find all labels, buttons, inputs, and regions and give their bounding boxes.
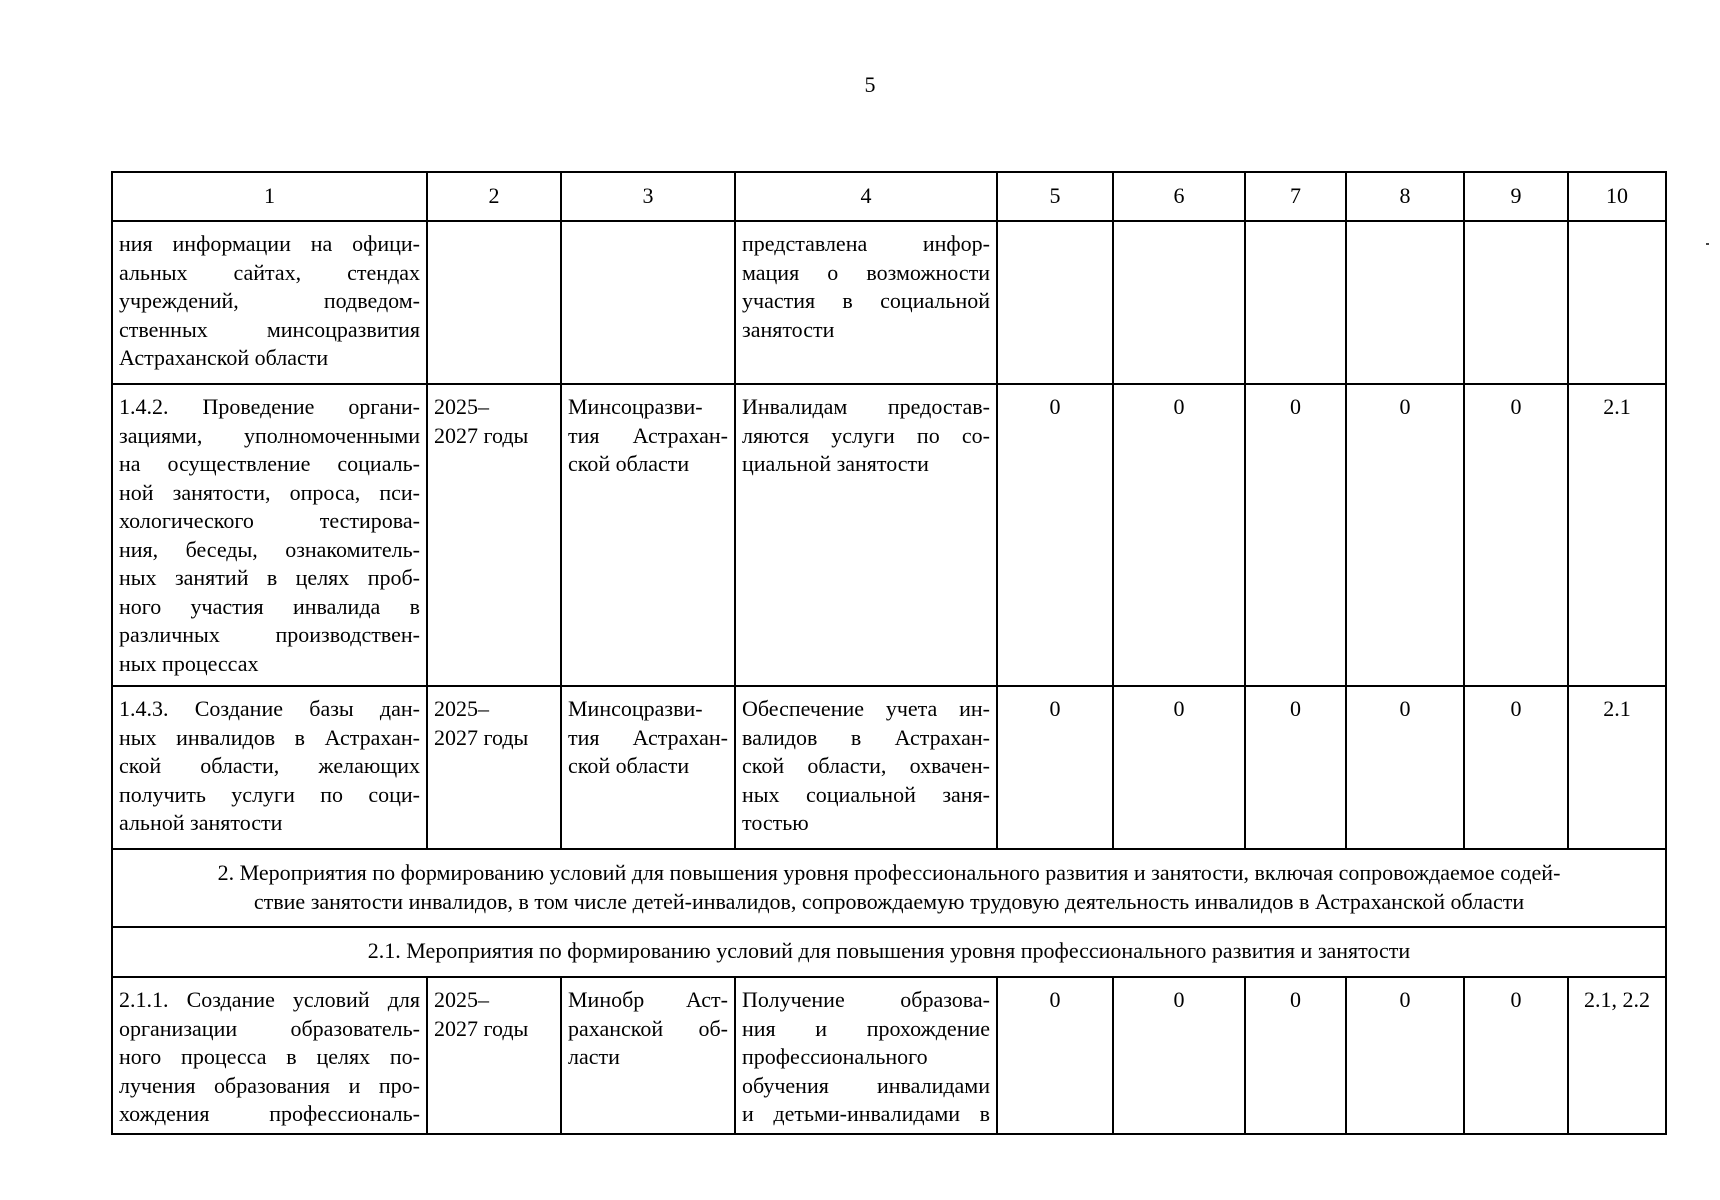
text-line: ной занятости, опроса, пси-: [119, 479, 420, 505]
text-line: мация о возможности: [742, 259, 990, 285]
text-line: 2025–: [434, 696, 489, 721]
text-line: 2027 годы: [434, 422, 529, 448]
text-line: ласти: [568, 1044, 620, 1069]
column-header-7: 7: [1245, 172, 1346, 221]
text-line: ской области: [568, 451, 690, 476]
value-cell: [1464, 221, 1568, 384]
text-line: занятости: [742, 316, 835, 342]
text-line: профессионального: [742, 1044, 928, 1069]
column-header-1: 1: [112, 172, 427, 221]
text-line: получить услуги по соци-: [119, 781, 420, 807]
column-header-4: 4: [735, 172, 997, 221]
text-line: Минобр Аст-: [568, 987, 728, 1012]
executor-cell: [561, 977, 735, 1134]
indicator-cell: [1568, 221, 1666, 384]
value-cell: 0: [1245, 384, 1346, 686]
text-line: представлена инфор-: [742, 231, 990, 256]
result-cell: [735, 384, 997, 686]
text-line: раханской об-: [568, 1015, 728, 1041]
text-line: ственных минсоцразвития: [119, 316, 420, 342]
text-line: альных сайтах, стендах: [119, 259, 420, 285]
column-header-2: 2: [427, 172, 561, 221]
value-cell: 0: [1346, 686, 1464, 849]
text-line: ных процессах: [119, 650, 259, 676]
term-cell: [427, 221, 561, 384]
column-header-3: 3: [561, 172, 735, 221]
value-cell: 0: [997, 977, 1113, 1134]
executor-cell: [561, 686, 735, 849]
result-cell: [735, 221, 997, 384]
value-cell: 0: [1346, 384, 1464, 686]
text-line: ных социальной заня-: [742, 781, 990, 807]
executor-cell: [561, 384, 735, 686]
column-header-10: 10: [1568, 172, 1666, 221]
term-cell: [427, 977, 561, 1134]
section-heading-row: [112, 849, 1666, 927]
column-header-5: 5: [997, 172, 1113, 221]
text-line: хологического тестирова-: [119, 508, 420, 533]
text-line: ного участия инвалида в: [119, 593, 420, 619]
text-line: 2025–: [434, 394, 489, 419]
column-header-8: 8: [1346, 172, 1464, 221]
indicator-cell: 2.1: [1568, 384, 1666, 686]
value-cell: [1346, 221, 1464, 384]
text-line: 1.4.3. Создание базы дан-: [119, 696, 420, 721]
section-2-1-heading: 2.1. Мероприятия по формированию условий для повышения уровня профессионального развития и занятости: [112, 927, 1666, 977]
page-number: 5: [864, 72, 876, 97]
text-line: ния информации на офици-: [119, 231, 420, 256]
measure-name-cell: [112, 221, 427, 384]
indicator-cell: 2.1, 2.2: [1568, 977, 1666, 1134]
text-line: 1.4.2. Проведение органи-: [119, 394, 420, 419]
scan-speck: [1706, 243, 1709, 245]
text-line: тия Астрахан-: [568, 422, 728, 448]
text-line: ния, беседы, ознакомитель-: [119, 536, 420, 562]
text-line: тостью: [742, 810, 809, 835]
text-line: ных занятий в целях проб-: [119, 565, 420, 590]
column-header-6: 6: [1113, 172, 1245, 221]
value-cell: 0: [1113, 977, 1245, 1134]
value-cell: 0: [1464, 384, 1568, 686]
text-line: обучения инвалидами: [742, 1072, 990, 1098]
text-line: Получение образова-: [742, 987, 990, 1012]
text-line: участия в социальной: [742, 288, 990, 313]
text-line: и детьми-инвалидами в: [742, 1101, 990, 1126]
value-cell: 0: [1464, 977, 1568, 1134]
value-cell: [1245, 221, 1346, 384]
text-line: Минсоцразви-: [568, 394, 703, 419]
text-line: альной занятости: [119, 810, 283, 835]
text-line: ного процесса в целях по-: [119, 1044, 420, 1069]
value-cell: 0: [1113, 686, 1245, 849]
value-cell: [1113, 221, 1245, 384]
text-line: ской области, желающих: [119, 753, 420, 778]
text-line: учреждений, подведом-: [119, 288, 420, 313]
measure-name-cell: [112, 686, 427, 849]
section-2-heading: [112, 849, 1666, 927]
text-line: 2. Мероприятия по формированию условий для повышения уровня профессионального развития и занятости, включая сопровождаемое содей-: [217, 860, 1561, 885]
text-line: 2027 годы: [434, 1015, 529, 1041]
text-line: ствие занятости инвалидов, в том числе детей-инвалидов, сопровождаемую трудовую деятельность инвалидов в Астраханской области: [253, 888, 1525, 914]
text-line: ляются услуги по со-: [742, 422, 990, 448]
text-line: 2.1.1. Создание условий для: [119, 987, 420, 1012]
text-line: ных инвалидов в Астрахан-: [119, 724, 420, 750]
table-row: [112, 686, 1666, 849]
text-line: организации образователь-: [119, 1015, 420, 1041]
value-cell: 0: [1113, 384, 1245, 686]
measures-table: [111, 171, 1667, 1135]
term-cell: [427, 686, 561, 849]
text-line: тия Астрахан-: [568, 724, 728, 750]
column-number-header-row: [112, 172, 1666, 221]
subsection-heading-row: [112, 927, 1666, 977]
result-cell: [735, 686, 997, 849]
text-line: ния и прохождение: [742, 1015, 990, 1041]
text-line: 2027 годы: [434, 724, 529, 750]
text-line: циальной занятости: [742, 451, 929, 476]
value-cell: [997, 221, 1113, 384]
text-line: зациями, уполномоченными: [119, 422, 420, 448]
text-line: ской области: [568, 753, 690, 778]
text-line: лучения образования и про-: [119, 1072, 420, 1098]
value-cell: 0: [1245, 686, 1346, 849]
table-row: [112, 384, 1666, 686]
executor-cell: [561, 221, 735, 384]
measure-name-cell: [112, 977, 427, 1134]
value-cell: 0: [1464, 686, 1568, 849]
term-cell: [427, 384, 561, 686]
value-cell: 0: [1245, 977, 1346, 1134]
text-line: различных производствен-: [119, 622, 420, 647]
value-cell: 0: [1346, 977, 1464, 1134]
text-line: валидов в Астрахан-: [742, 724, 990, 750]
result-cell: [735, 977, 997, 1134]
text-line: ской области, охвачен-: [742, 753, 990, 778]
text-line: хождения профессиональ-: [119, 1101, 420, 1126]
column-header-9: 9: [1464, 172, 1568, 221]
text-line: на осуществление социаль-: [119, 451, 420, 476]
text-line: Минсоцразви-: [568, 696, 703, 721]
table-row: [112, 221, 1666, 384]
indicator-cell: 2.1: [1568, 686, 1666, 849]
text-line: Инвалидам предостав-: [742, 394, 990, 419]
value-cell: 0: [997, 686, 1113, 849]
value-cell: 0: [997, 384, 1113, 686]
text-line: 2025–: [434, 987, 489, 1012]
measure-name-cell: [112, 384, 427, 686]
text-line: Обеспечение учета ин-: [742, 696, 990, 721]
text-line: Астраханской области: [119, 345, 329, 370]
table-row: [112, 977, 1666, 1134]
